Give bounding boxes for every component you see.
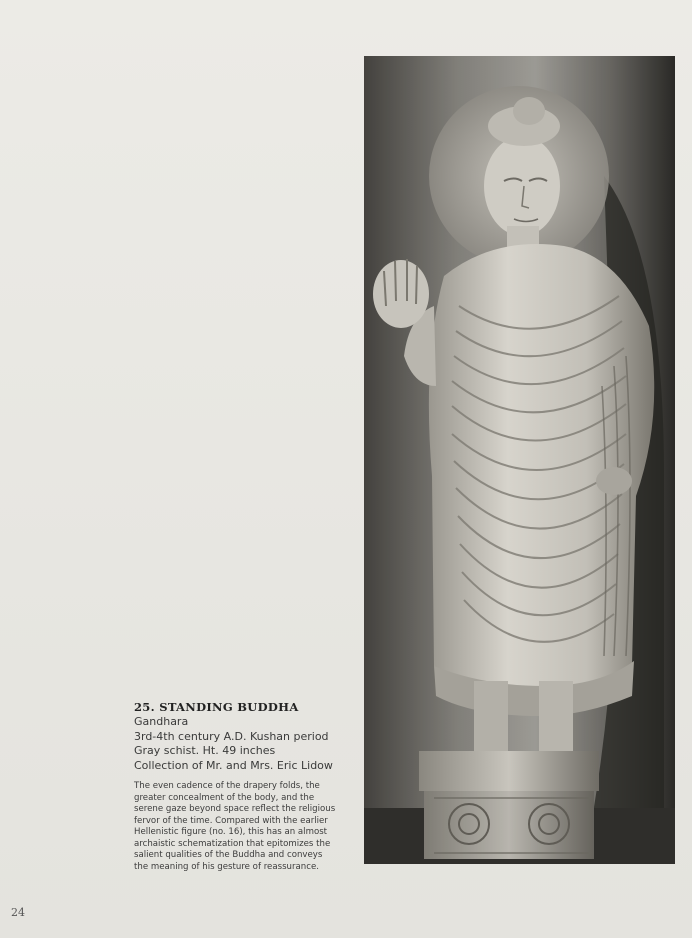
caption-title: 25. STANDING BUDDHA	[134, 700, 299, 714]
caption-period: 3rd-4th century A.D. Kushan period	[134, 729, 329, 743]
description-line: greater concealment of the body, and the	[134, 792, 315, 803]
caption-origin: Gandhara	[134, 715, 189, 728]
description-line: fervor of the time. Compared with the earlier	[134, 815, 328, 826]
caption-material: Gray schist. Ht. 49 inches	[134, 744, 276, 757]
description-line: archaistic schematization that epitomizes the	[134, 838, 331, 849]
description-line: the meaning of his gesture of reassurance.	[134, 861, 319, 872]
statue-photograph	[364, 56, 675, 864]
buddha-statue-image	[364, 56, 675, 864]
description-line: The even cadence of the drapery folds, the	[134, 781, 320, 791]
description-line: serene gaze beyond space reflect the religious	[134, 804, 336, 814]
figure-caption	[134, 700, 359, 873]
caption-collection: Collection of Mr. and Mrs. Eric Lidow	[134, 758, 333, 772]
page-number: 24	[11, 906, 25, 919]
caption-description	[134, 781, 359, 873]
description-line: salient qualities of the Buddha and conveys	[134, 850, 323, 860]
description-line: Hellenistic figure (no. 16), this has an almost	[134, 827, 328, 837]
